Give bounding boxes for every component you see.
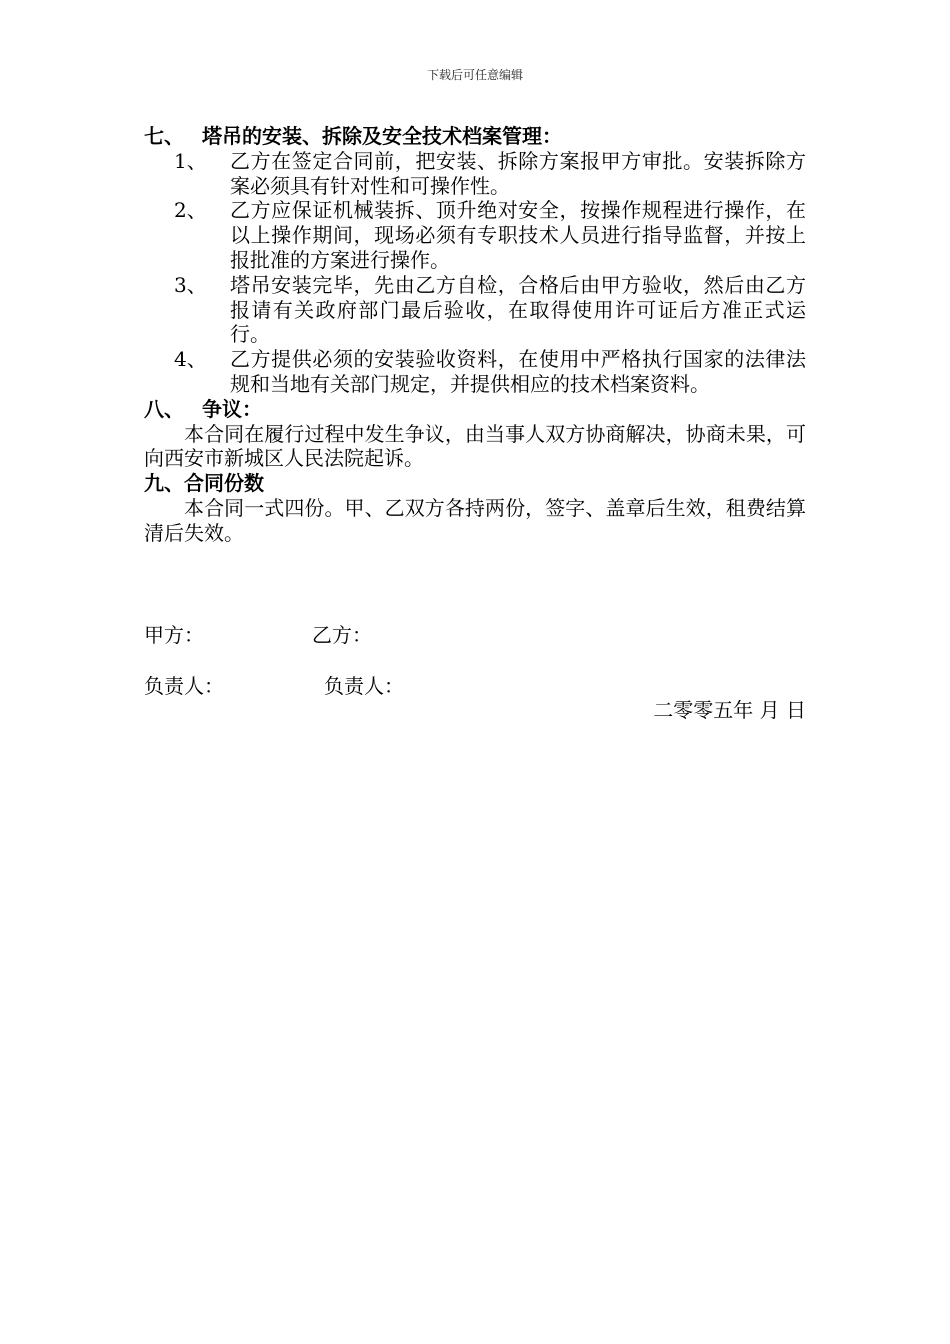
- list-item: [144, 273, 806, 347]
- signature-block: [144, 623, 806, 733]
- section-9-body: 本合同一式四份。甲、乙双方各持两份，签字、盖章后生效，租费结算清后失效。: [144, 495, 806, 545]
- contract-content: [144, 124, 806, 546]
- list-item-number: 1、: [174, 148, 207, 173]
- list-item-text: 乙方应保证机械装拆、顶升绝对安全，按操作规程进行操作，在以上操作期间，现场必须有专职技术人员进行指导监督，并按上报批准的方案进行操作。: [230, 198, 806, 272]
- list-item-number: 4、: [174, 347, 207, 372]
- list-item: [144, 198, 806, 272]
- section-9-title: 九、合同份数: [144, 471, 264, 496]
- list-item: [144, 149, 806, 199]
- party-a-label: 甲方：: [144, 623, 204, 647]
- list-item-number: 2、: [174, 198, 207, 223]
- section-8-number: 八、: [144, 396, 184, 421]
- party-b-label: 乙方：: [312, 623, 372, 647]
- section-8-body: 本合同在履行过程中发生争议，由当事人双方协商解决，协商未果，可向西安市新城区人民法院起诉。: [144, 421, 806, 471]
- section-8-heading: [144, 397, 806, 422]
- section-7-heading: [144, 124, 806, 149]
- rep-a-label: 负责人：: [144, 674, 224, 698]
- list-item-text: 塔吊安装完毕，先由乙方自检，合格后由甲方验收，然后由乙方报请有关政府部门最后验收，在取得使用许可证后方准正式运行。: [230, 272, 806, 347]
- list-item-text: 乙方提供必须的安装验收资料，在使用中严格执行国家的法律法规和当地有关部门规定，并提供相应的技术档案资料。: [230, 347, 806, 396]
- section-7-title: 塔吊的安装、拆除及安全技术档案管理：: [202, 124, 562, 148]
- list-item: [144, 347, 806, 397]
- section-7-number: 七、: [144, 124, 184, 148]
- signing-date: 二零零五年 月 日: [653, 698, 806, 722]
- rep-b-label: 负责人：: [324, 674, 404, 698]
- list-item-number: 3、: [174, 272, 207, 297]
- list-item-text: 乙方在签定合同前，把安装、拆除方案报甲方审批。安装拆除方案必须具有针对性和可操作性。: [230, 148, 806, 198]
- header-note: 下载后可任意编辑: [426, 68, 523, 82]
- section-9-heading: [144, 471, 806, 496]
- section-8-title: 争议：: [202, 396, 262, 421]
